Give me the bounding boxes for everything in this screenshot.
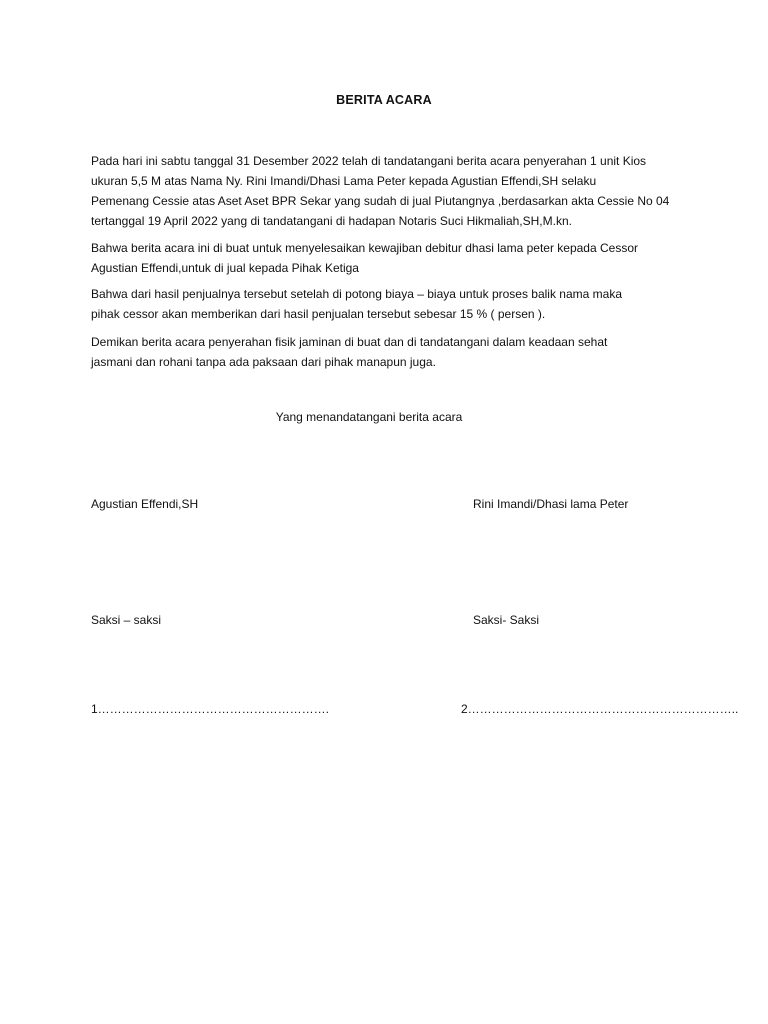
paragraph-line: Bahwa berita acara ini di buat untuk menyelesaikan kewajiban debitur dhasi lama peter kepada Cessor bbox=[91, 241, 638, 255]
paragraph-line: Demikan berita acara penyerahan fisik jaminan di buat dan di tandatangani dalam keadaan sehat bbox=[91, 335, 608, 349]
signatory-left-name: Agustian Effendi,SH bbox=[91, 497, 199, 511]
signatory-right-name: Rini Imandi/Dhasi lama Peter bbox=[473, 497, 629, 511]
paragraph-purpose bbox=[91, 238, 691, 278]
paragraph-line: ukuran 5,5 M atas Nama Ny. Rini Imandi/Dhasi Lama Peter kepada Agustian Effendi,SH selaku bbox=[91, 174, 597, 188]
paragraph-sale-proceeds bbox=[91, 284, 691, 324]
paragraph-line: Bahwa dari hasil penjualnya tersebut setelah di potong biaya – biaya untuk proses balik nama maka bbox=[91, 287, 622, 301]
paragraph-handover bbox=[91, 151, 691, 231]
paragraph-closing bbox=[91, 332, 691, 372]
paragraph-line: jasmani dan rohani tanpa ada paksaan dari pihak manapun juga. bbox=[91, 355, 436, 369]
paragraph-line: tertanggal 19 April 2022 yang di tandatangani di hadapan Notaris Suci Hikmaliah,SH,M.kn. bbox=[91, 214, 572, 228]
witness-right-label: Saksi- Saksi bbox=[473, 613, 540, 627]
paragraph-line: Pada hari ini sabtu tanggal 31 Desember 2022 telah di tandatangani berita acara penyerahan 1 unit Kios bbox=[91, 154, 647, 168]
witness-left-signature-line: 1…………………………………………………. bbox=[91, 702, 330, 716]
paragraph-line: Agustian Effendi,untuk di jual kepada Pihak Ketiga bbox=[91, 261, 359, 275]
signing-heading: Yang menandatangani berita acara bbox=[275, 410, 463, 424]
witness-right-signature-line: 2………………………………………………………….. bbox=[461, 702, 739, 716]
paragraph-line: pihak cessor akan memberikan dari hasil penjualan tersebut sebesar 15 % ( persen ). bbox=[91, 307, 546, 321]
document-title: BERITA ACARA bbox=[336, 93, 432, 107]
witness-left-label: Saksi – saksi bbox=[91, 613, 162, 627]
paragraph-line: Pemenang Cessie atas Aset Aset BPR Sekar yang sudah di jual Piutangnya ,berdasarkan akta Cessie No 04 bbox=[91, 194, 670, 208]
